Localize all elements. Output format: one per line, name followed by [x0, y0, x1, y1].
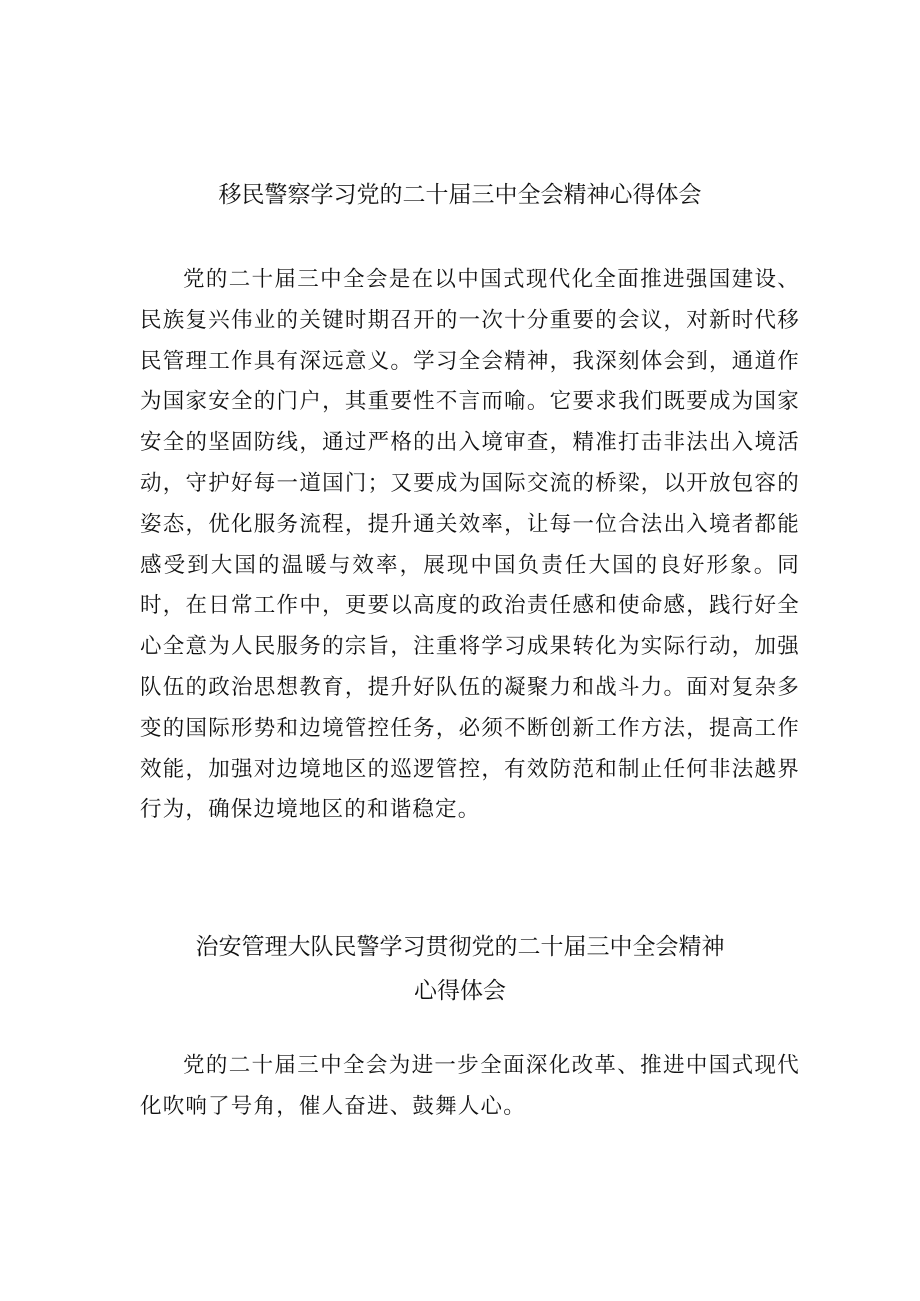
article2-title-line1: 治安管理大队民警学习贯彻党的二十届三中全会精神: [195, 934, 725, 960]
article2-body: 党的二十届三中全会为进一步全面深化改革、推进中国式现代化吹响了号角，催人奋进、鼓舞人心。: [140, 1053, 800, 1119]
article2-title-line2: 心得体会: [414, 978, 506, 1004]
article2-title: [0, 925, 920, 1013]
article1-title: 移民警察学习党的二十届三中全会精神心得体会: [218, 182, 702, 208]
article1-body: 党的二十届三中全会是在以中国式现代化全面推进强国建设、民族复兴伟业的关键时期召开的一次十分重要的会议，对新时代移民管理工作具有深远意义。学习全会精神，我深刻体会到，通道作为国家安全的门户，其重要性不言而喻。它要求我们既要成为国家安全的坚固防线，通过严格的出入境审查，精准打击非法出入境活动，守护好每一道国门；又要成为国际交流的桥梁，以开放包容的姿态，优化服务流程，提升通关效率，让每一位合法出入境者都能感受到大国的温暖与效率，展现中国负责任大国的良好形象。同时，在日常工作中，更要以高度的政治责任感和使命感，践行好全心全意为人民服务的宗旨，注重将学习成果转化为实际行动，加强队伍的政治思想教育，提升好队伍的凝聚力和战斗力。面对复杂多变的国际形势和边境管控任务，必须不断创新工作方法，提高工作效能，加强对边境地区的巡逻管控，有效防范和制止任何非法越界行为，确保边境地区的和谐稳定。: [140, 267, 800, 823]
